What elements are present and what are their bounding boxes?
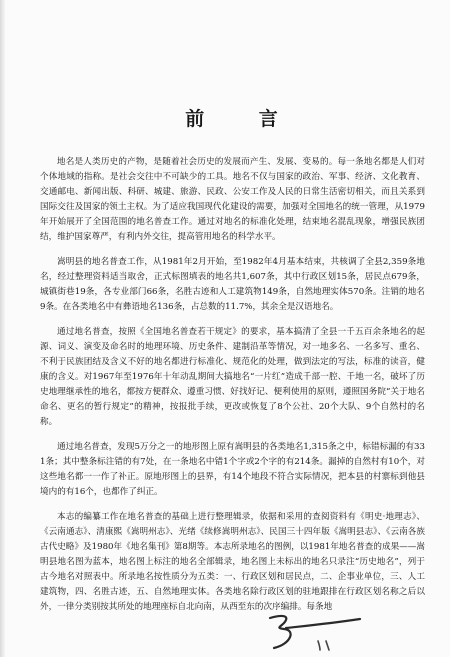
preface-page [40,104,425,625]
page-title: 前 言 [185,108,302,130]
handwritten-signature-icon [262,610,382,655]
scan-shadow-edge [0,0,5,657]
paragraph-1: 地名是人类历史的产物，是随着社会历史的发展而产生、发展、变易的。每一条地名都是人们对个体地域的指称。是社会交往中不可缺少的工具。地名不仅与国家的政治、军事、经济、文化教育、交通邮电、新闻出版、科研、城建、旅游、民政、公安工作及人民的日常生活密切相关，而且关系到国际交往及国家的领土主权。为了适应我国现代化建设的需要，加强对全国地名的统一管理，从1979年开始展开了全国范围的地名普查工作。通过对地名的标准化处理，结束地名混乱现象，增强民族团结，维护国家尊严，有利内外交往，提高管用地名的科学水平。 [40,157,425,242]
paragraph-4: 通过地名普查，发现5万分之一的地形图上原有嵩明县的各类地名1,315条之中，标错标漏的有331条；其中整条标注错的有7处，在一条地名中错1个字或2个字的有214条。漏掉的自然村有10个，对这些地名都一一作了补正。原地形图上的县界，有14个地段不符合实际情况，把本县的村寨标到他县境内的有16个，也都作了纠正。 [40,442,425,497]
paragraph-2: 嵩明县的地名普查工作，从1981年2月开始，至1982年4月基本结束，共核调了全县2,359条地名，经过整理资料适当取舍，正式标图填表的地名共1,607条，其中行政区划15条，居民点679条，城镇街巷19条，各专业部门66条，名胜古迹和人工建筑物149条，自然地理实体570条。注销的地名9条。在各类地名中有彝语地名136条，占总数的11.7%，其余全是汉语地名。 [40,257,425,312]
paragraph-3: 通过地名普查，按照《全国地名普查若干规定》的要求，基本搞清了全县一千五百余条地名的起源、词义、演变及命名时的地理环境、历史条件、建制沿革等情况，对一地多名、一名多写、重名、不利于民族团结及含义不好的地名都进行标准化、规范化的处理，做到法定的写法，标准的读音，健康的含义。对1967年至1976年十年动乱期间大搞地名“一片红”造成千部一腔、千地一名，破坏了历史地理继承性的地名，都按方便群众、遵重习惯、好找好记、便利使用的原则，遵照国务院“关于地名命名、更名的暂行规定”的精神，按报批手续，更改或恢复了8个公社、20个大队、9个自然村的名称。 [40,327,425,427]
paragraph-5: 本志的编纂工作在地名普查的基础上进行整理辑录，依据和采用的查阅资料有《明史·地理志》、《云南通志》、清康熙《嵩明州志》、光绪《续修嵩明州志》、民国三十四年版《嵩明县志》、《云南各族古代史略》及1980年《地名集刊》第8期等。本志所录地名的图例，以1981年地名普查的成果——嵩明县地名图为蓝本，地名图上标注的地名全部辑录，地名图上未标出的地名只录注“历史地名”，列于古今地名对照表中。所录地名按性质分为五类：一、行政区划和居民点，二、企事业单位，三、人工建筑物，四、名胜古迹，五、自然地理实体。各类地名除行政区划的驻地跟排在行政区划名称之后以外，一律分类别按其所处的地理座标自北向南，从西至东的次序编排。每条地 [40,512,425,612]
